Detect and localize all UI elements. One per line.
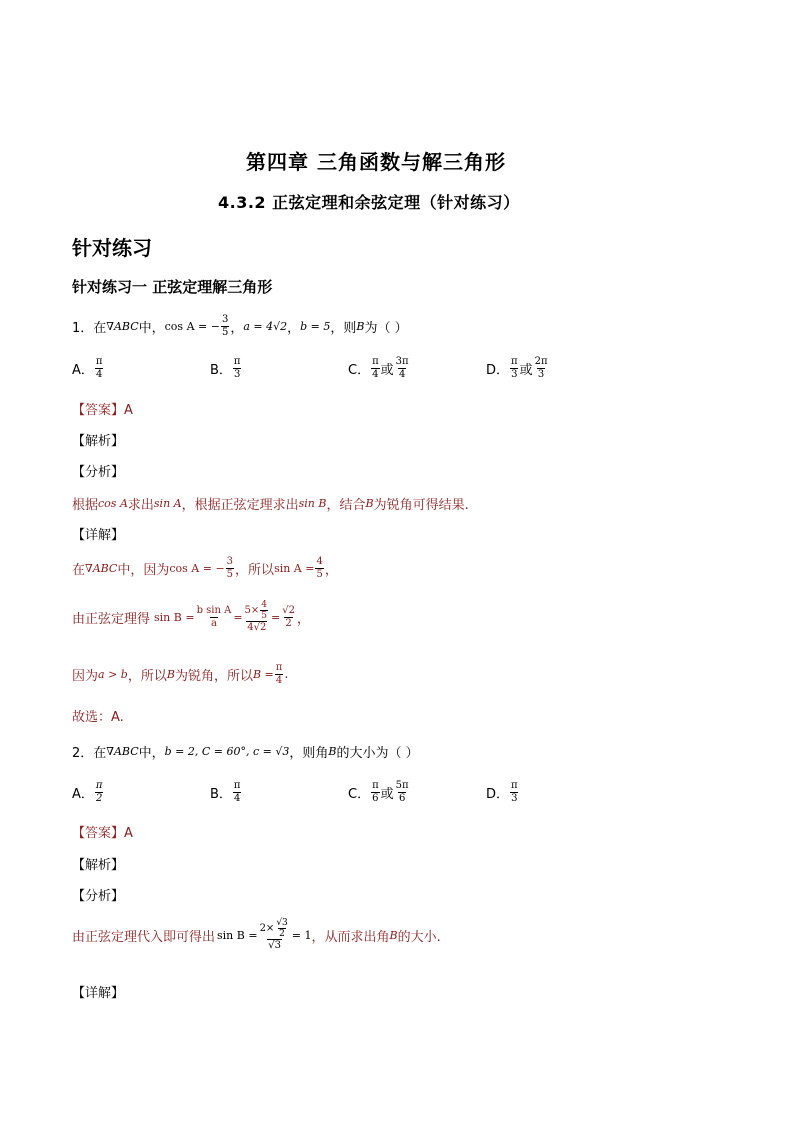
frac-den: 6	[372, 793, 379, 804]
frac-num	[244, 600, 270, 621]
frac-num: π	[95, 780, 103, 791]
option-fraction	[233, 780, 242, 805]
option-fraction-2	[395, 780, 410, 805]
math: sin B	[298, 497, 327, 510]
frac-den: 3	[511, 793, 518, 804]
q2-fenxi-tag: 【分析】	[72, 889, 125, 904]
math: cos A = −	[169, 562, 225, 575]
q1-option-b[interactable]	[210, 356, 243, 381]
inner-fraction	[275, 918, 288, 939]
option-label: A．	[72, 363, 94, 378]
frac-num: π	[372, 356, 379, 367]
text: ，所以	[127, 669, 167, 684]
q1-fenxi-tag: 【分析】	[72, 465, 125, 480]
frac-num: 3	[226, 556, 234, 567]
frac-num	[259, 918, 291, 939]
q2-conditions: b = 2, C = 60°, c = √3	[164, 745, 290, 758]
math: B	[166, 668, 175, 681]
text: 2×	[259, 922, 275, 934]
math: sin B =	[154, 610, 195, 624]
q1-cond-b: b = 5	[300, 320, 331, 333]
frac-den: 4	[398, 369, 406, 380]
frac-den: 4	[96, 369, 103, 380]
q2-tail: 的大小为（ ）	[336, 746, 419, 761]
fraction	[196, 605, 233, 630]
option-label: D．	[486, 363, 510, 378]
option-label: C．	[348, 787, 371, 802]
q2-option-d[interactable]	[486, 780, 520, 805]
compound-fraction	[259, 918, 291, 952]
q2-triangle: ∇ABC	[106, 745, 139, 758]
option-fraction	[233, 356, 242, 381]
text: 由正弦定理得	[72, 611, 151, 627]
q1-option-c[interactable]	[348, 356, 411, 381]
math: B	[365, 497, 374, 510]
frac-num: π	[233, 356, 241, 367]
frac-den: 2	[285, 617, 292, 629]
frac-den: 3	[234, 369, 241, 380]
frac-num: 4	[316, 556, 323, 567]
frac-den: 4	[372, 369, 379, 380]
q1-triangle: ∇ABC	[106, 320, 139, 333]
text: ，从而求出角	[311, 929, 390, 945]
text: ，	[324, 563, 338, 578]
q2-option-a[interactable]	[72, 780, 104, 805]
subsection-title: 针对练习一 正弦定理解三角形	[72, 278, 273, 296]
q1-text: 中，	[138, 321, 165, 336]
compound-fraction	[244, 600, 270, 634]
frac-den: 2	[96, 793, 103, 804]
q1-option-d[interactable]	[486, 356, 550, 381]
math: a > b	[98, 668, 128, 681]
frac-den: a	[210, 617, 217, 629]
frac-num: π	[511, 356, 518, 367]
math: =	[271, 610, 281, 624]
text: ，结合	[326, 498, 366, 513]
option-or: 或	[380, 787, 394, 802]
text: 为锐角，所以	[174, 669, 253, 684]
frac-num: √3	[276, 918, 288, 928]
q1-analysis-tag: 【解析】	[72, 434, 125, 449]
q1-detail-line1	[72, 556, 338, 581]
q2-option-c[interactable]	[348, 780, 411, 805]
frac-num: 4	[261, 600, 268, 610]
text: 根据	[72, 498, 99, 513]
frac-den: 6	[398, 793, 406, 804]
q1-sep: ，	[230, 321, 244, 336]
section-title: 针对练习	[72, 236, 152, 260]
q2-text: 中，	[138, 746, 165, 761]
frac-den: 5	[221, 327, 229, 338]
option-fraction	[371, 356, 380, 381]
q1-detail-line2	[72, 600, 310, 634]
q1-answer: 【答案】A	[72, 403, 133, 418]
q1-detail-tag: 【详解】	[72, 528, 125, 543]
q1-cond-cos: cos A = −	[164, 320, 220, 333]
q1-fenxi-text	[72, 494, 469, 513]
option-label: C．	[348, 363, 371, 378]
option-label: A．	[72, 787, 94, 802]
math: sin B =	[217, 928, 258, 942]
option-label: D．	[486, 787, 510, 802]
q1-cond-a: a = 4√2	[243, 320, 288, 333]
option-label: B．	[210, 363, 232, 378]
math: cos A	[98, 497, 128, 510]
option-fraction	[510, 356, 519, 381]
q2-detail-tag: 【详解】	[72, 986, 125, 1001]
frac-den: 4√2	[247, 622, 267, 633]
q2-option-b[interactable]	[210, 780, 243, 805]
frac-num: 2π	[534, 356, 548, 367]
option-or: 或	[519, 363, 533, 378]
frac-den: 3	[537, 369, 545, 380]
frac-num: π	[372, 780, 379, 791]
frac-den: 4	[234, 793, 241, 804]
text: 在	[72, 563, 86, 578]
option-fraction	[510, 780, 519, 805]
q1-var-B: B	[356, 320, 365, 333]
q1-number: 1．在	[72, 321, 107, 336]
q2-fenxi-text	[72, 918, 441, 952]
frac-den: 5	[226, 569, 234, 580]
question-2-stem	[72, 742, 419, 761]
math: =	[233, 610, 243, 624]
option-fraction	[371, 780, 380, 805]
frac-den: 2	[279, 929, 285, 939]
q1-text-end: ，则	[330, 321, 357, 336]
option-fraction-2	[395, 356, 410, 381]
math: = 1	[291, 928, 312, 942]
q1-tail: 为（ ）	[364, 321, 408, 336]
option-label: B．	[210, 787, 232, 802]
q2-answer: 【答案】A	[72, 826, 133, 841]
frac-den: 3	[511, 369, 518, 380]
frac-den: 5	[261, 611, 268, 621]
frac-num: 5π	[395, 780, 409, 791]
frac-num: √2	[282, 604, 295, 616]
q1-sep2: ，	[287, 321, 301, 336]
q1-fraction	[221, 314, 229, 339]
text: 中，因为	[117, 563, 170, 578]
math: ∇ABC	[85, 562, 118, 575]
q1-select: 故选：A.	[72, 710, 124, 725]
option-fraction	[95, 780, 104, 805]
fraction	[226, 556, 234, 581]
text: 为锐角可得结果.	[373, 498, 469, 513]
q2-analysis-tag: 【解析】	[72, 858, 125, 873]
q2-number: 2．在	[72, 746, 107, 761]
text: 5×	[244, 604, 260, 616]
frac-num: π	[95, 356, 103, 367]
q2-text-end: ，则角	[289, 746, 329, 761]
option-fraction	[95, 356, 104, 381]
math: sin A =	[274, 562, 315, 575]
text: ，根据正弦定理求出	[181, 498, 299, 513]
lesson-title: 4.3.2 正弦定理和余弦定理（针对练习）	[218, 193, 520, 212]
chapter-title: 第四章 三角函数与解三角形	[246, 150, 506, 174]
q2-var-B: B	[328, 745, 337, 758]
inner-fraction	[260, 600, 268, 621]
question-1-stem	[72, 314, 408, 339]
text: 因为	[72, 669, 99, 684]
math: B	[389, 928, 398, 942]
q1-detail-line3	[72, 662, 288, 687]
text: ，	[296, 611, 310, 627]
option-or: 或	[380, 363, 394, 378]
frac-den: 5	[316, 569, 323, 580]
math: sin A	[153, 497, 182, 510]
text: .	[284, 667, 289, 682]
frac-den: √3	[268, 940, 282, 951]
math: B =	[252, 668, 274, 681]
frac-den: 4	[275, 675, 283, 686]
q1-option-a[interactable]	[72, 356, 104, 381]
frac-num: 3π	[395, 356, 409, 367]
text: ，所以	[235, 563, 275, 578]
fraction	[275, 662, 284, 687]
frac-num: π	[511, 780, 518, 791]
text: 由正弦定理代入即可得出	[72, 929, 216, 945]
frac-num: π	[233, 780, 241, 791]
fraction	[281, 605, 296, 630]
frac-num: 3	[221, 314, 229, 325]
text: 的大小.	[397, 929, 441, 945]
text: 求出	[127, 498, 154, 513]
option-fraction-2	[534, 356, 549, 381]
frac-num: π	[275, 662, 283, 673]
fraction	[315, 556, 323, 581]
frac-num: b sin A	[196, 604, 232, 616]
